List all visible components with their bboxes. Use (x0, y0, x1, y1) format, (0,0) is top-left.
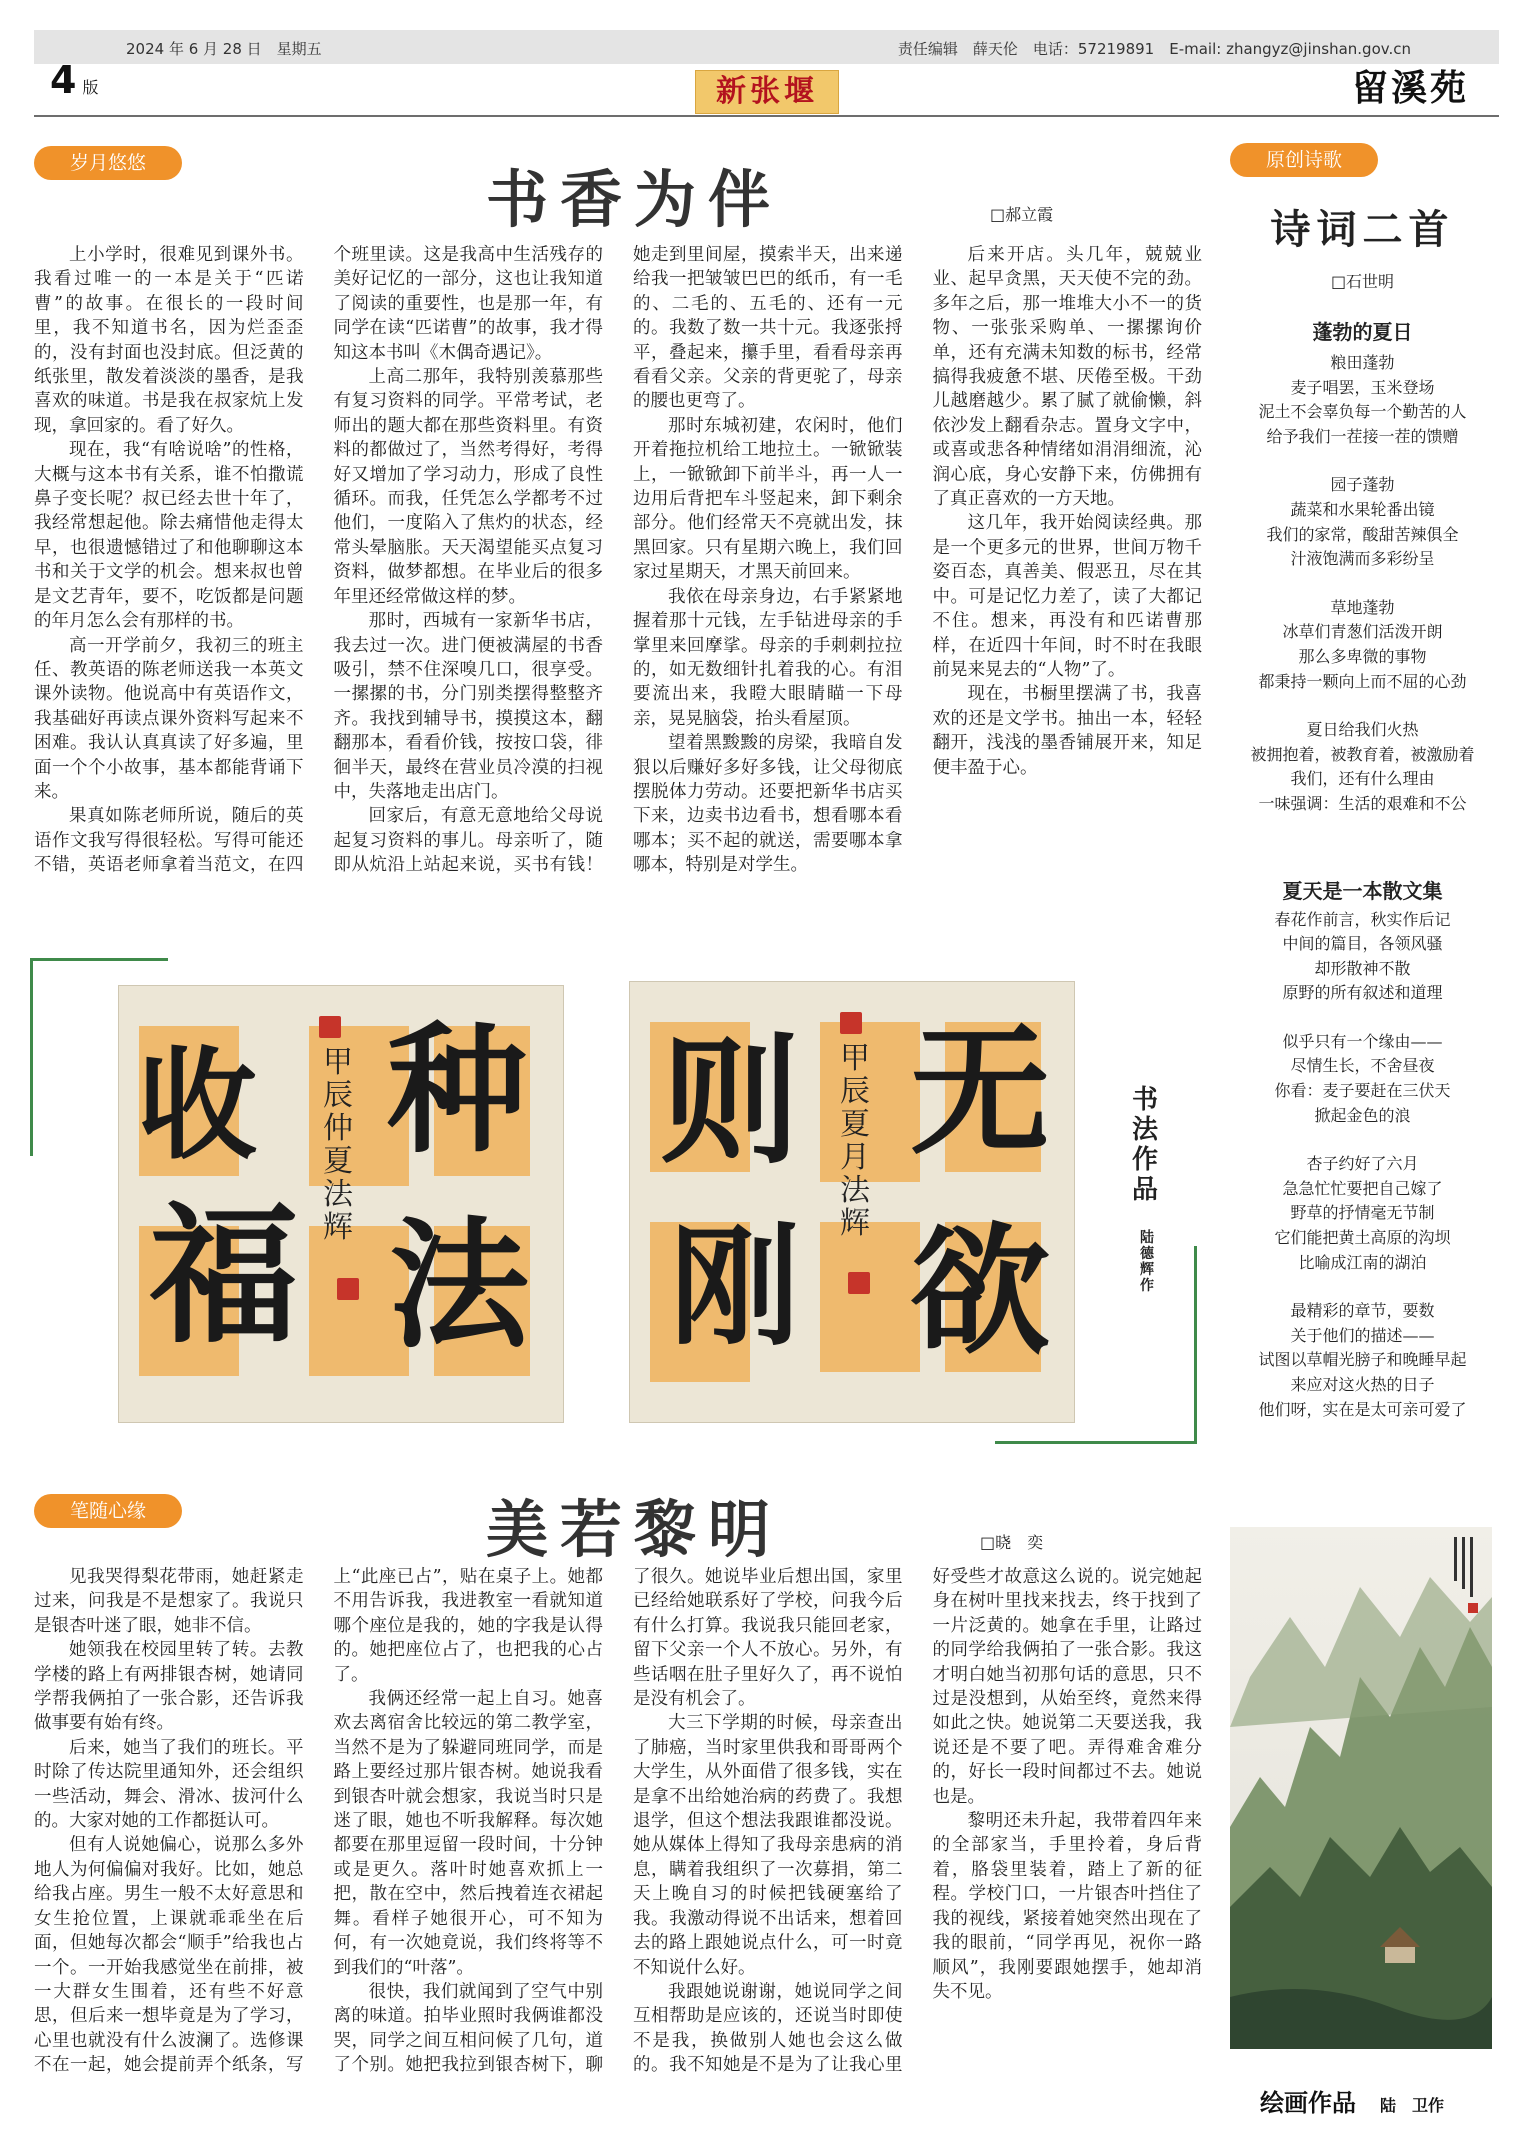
paragraph: 那时东城初建，农闲时，他们开着拖拉机给工地拉土。一锨锨装上，一锨锨卸下前半斗，再一人一边用后背把车斗竖起来，卸下剩余部分。他们经常天不亮就出发，抹黑回家。只有星期六晚上，我们回家过星期天，才黑天前回来。 (633, 415, 903, 583)
stanza: 夏日给我们火热 被拥抱着，被教育着，被激励着 我们，还有什么理由 一味强调：生活的艰难和不公 (1250, 720, 1475, 813)
poem1-body (1226, 351, 1499, 817)
calligraphy-label: 书法作品 (1131, 1085, 1158, 1205)
stanza: 春花作前言，秋实作后记 中间的篇目，各领风骚 却形散神不散 原野的所有叙述和道理 (1274, 909, 1451, 1003)
paragraph: 但有人说她偏心，说那么多外地人为何偏偏对我好。比如，她总给我占座。男生一般不太好意思和女生抢位置，上课就乖乖坐在后面，但她每次都会“顺手”给我也占一个。一开始我感觉坐在前排，被一大群女生围着，还有些不好意思，但后来一想毕竟是为了学习，心里也就没有什么波澜了。选修课不在一起，她会提前弄个纸条，写上“此座已占”，贴在桌子上。她都不用告诉我，我进教室一看就知道哪个座位是我的，她的字我是认得的。她把座位占了，也把我的心占了。 (34, 1567, 603, 2076)
paragraph: 黎明还未升起，我带着四年来的全部家当，手里拎着，身后背着，胳袋里装着，踏上了新的征程。学校门口，一片银杏叶挡住了我的视线，紧接着她突然出现在了我的眼前，“同学再见，祝你一路顺风”，我刚要跟她摆手，她却消失不见。 (932, 1811, 1202, 2002)
seal-icon (337, 1278, 359, 1300)
poem2-body (1226, 908, 1499, 1423)
poems-column (1226, 198, 1499, 1446)
section-name: 留溪苑 (1352, 68, 1470, 109)
paragraph: 现在，书橱里摆满了书，我喜欢的还是文学书。抽出一本，轻轻翻开，浅浅的墨香铺展开来，知足便丰盈于心。 (932, 684, 1202, 778)
seal-icon (319, 1016, 341, 1038)
column-label-poems: 原创诗歌 (1230, 143, 1378, 177)
paragraph: 大三下学期的时候，母亲查出了肺癌，当时家里供我和哥哥两个大学生，从外面借了很多钱，实在是拿不出给她治病的药费了。我想退学，但这个想法我跟谁都没说。她从媒体上得知了我母亲患病的消息，瞒着我组织了一次募捐，第二天上晚自习的时候把钱硬塞给了我。我激动得说不出话来，想着回去的路上跟她说点什么，可一时竟不知说什么好。 (633, 1713, 903, 1978)
article2-author: □晓 奕 (980, 1533, 1044, 1552)
paragraph: 我依在母亲身边，右手紧紧地握着那十元钱，左手钻进母亲的手掌里来回摩挲。母亲的手刺刺拉拉的，如无数细针扎着我的心。有泪要流出来，我瞪大眼睛瞄一下母亲，晃晃脑袋，抬头看屋顶。 (633, 586, 903, 729)
calligraphy-char: 福 (149, 1188, 300, 1364)
paragraph: 后来，她当了我们的班长。平时除了传达院里通知外，还会组织一些活动，舞会、滑冰、拔河什么的。大家对她的工作都挺认可。 (34, 1737, 304, 1832)
article1-title: 书香为伴 (486, 163, 783, 236)
masthead-rule (34, 115, 1499, 117)
page-number: 4 版 (50, 58, 99, 102)
seal-icon (840, 1012, 862, 1034)
paragraph: 现在，我“有啥说啥”的性格，大概与这本书有关系，谁不怕撒谎鼻子变长呢？叔已经去世十年了，我经常想起他。除去痛惜他走得太早，也很遗憾错过了和他聊聊这本书和关于文学的机会。想来叔也曾是文艺青年，要不，吃饭都是问题的年月怎么会有那样的书。 (34, 440, 304, 632)
paragraph: 我跟她说谢谢，她说同学之间互相帮助是应该的，还说当时即使不是我，换做别人她也会这么做的。我不知她是不是为了让我心里好受些才故意这么说的。说完她起身在树叶里找来找去，终于找到了一片泛黄的。她拿在手里，让路过的同学给我俩拍了一张合影。我这才明白她当初那句话的意思，只不过是没想到，从始至终，竟然来得如此之快。她说第二天要送我，我说还是不要了吧。弄得难舍难分的，好长一段时间都过不去。她说也是。 (633, 1567, 1202, 2076)
calligraphy-char: 则 (660, 1020, 801, 1184)
article2-body (34, 1565, 1202, 2131)
poem1-title: 蓬勃的夏日 (1312, 320, 1413, 344)
article1-body (34, 243, 1202, 943)
paragraph: 很快，我们就闻到了空气中别离的味道。拍毕业照时我俩谁都没哭，同学之间互相问候了几句，道了个别。她把我拉到银杏树下，聊了很久。她说毕业后想出国，家里已经给她联系好了学校，问我今后有什么打算。我说我只能回老家，留下父亲一个人不放心。另外，有些话咽在肚子里好久了，再不说怕是没有机会了。 (333, 1567, 903, 2076)
calligraphy-char: 收 (137, 1035, 257, 1176)
column-label-2: 笔随心缘 (34, 1494, 182, 1528)
paragraph: 高一开学前夕，我初三的班主任、教英语的陈老师送我一本英文课外读物。他说高中有英语作文，我基础好再读点课外资料写起来不困难。我认认真真读了好多遍，里面一个个小故事，基本都能背诵下来。 (34, 635, 304, 802)
calligraphy-char: 法 (389, 1204, 530, 1368)
stanza: 草地蓬勃 冰草们青葱们活泼开朗 那么多卑微的事物 都秉持一颗向上而不屈的心劲 (1258, 597, 1467, 691)
paragraph: 这几年，我开始阅读经典。那是一个更多元的世界，世间万物千姿百态，真善美、假恶丑，尽在其中。可是记忆力差了，读了大都记不住。想来，再没有和匹诺曹那样，在近四十年间，时不时在我眼前晃来晃去的“人物”了。 (932, 513, 1202, 680)
calligraphy-signature: 甲辰仲夏法辉 (323, 1045, 353, 1245)
frame-line (995, 1441, 1197, 1444)
paragraph: 上高二那年，我特别羡慕那些有复习资料的同学。平常考试，老师出的题大都在那些资料里。有资料的都做过了，当然考得好，考得好又增加了学习动力，形成了良性循环。而我，任凭怎么学都考不过他们，一度陷入了焦灼的状态，经常头晕脑胀。天天渴望能买点复习资料，做梦都想。在毕业后的很多年里还经常做这样的梦。 (333, 367, 603, 607)
stanza: 园子蓬勃 蔬菜和水果轮番出镜 我们的家常，酸甜苦辣俱全 汁液饱满而多彩纷呈 (1266, 475, 1459, 569)
paragraph: 回家后，有意无意地给父母说起复习资料的事儿。母亲听了，随即从炕沿上站起来说，买书有钱！她走到里间屋，摸索半天，出来递给我一把皱皱巴巴的纸币，有一毛的、二毛的、五毛的、还有一元的。我数了数一共十元。我逐张捋平，叠起来，攥手里，看看母亲再看看父亲。父亲的背更驼了，母亲的腰也更弯了。 (333, 245, 903, 876)
calligraphy-char: 刚 (670, 1210, 801, 1363)
stanza: 最精彩的章节，要数 关于他们的描述—— 试图以草帽光膀子和晚睡早起 来应对这火热的日子 他们呀，实在是太可亲可爱了 (1258, 1301, 1467, 1419)
paragraph: 见我哭得梨花带雨，她赶紧走过来，问我是不是想家了。我说只是银杏叶迷了眼，她非不信。 (34, 1567, 304, 1636)
paragraph: 上小学时，很难见到课外书。我看过唯一的一本是关于“匹诺曹”的故事。在很长的一段时间里，我不知道书名，因为烂歪歪的，没有封面也没封底。但泛黄的纸张里，散发着淡淡的墨香，是我喜欢的味道。书是我在叔家炕上发现，拿回家的。看了好久。 (34, 245, 304, 436)
article2-title: 美若黎明 (486, 1493, 783, 1566)
frame-line (1194, 1246, 1197, 1444)
paragraph: 果真如陈老师所说，随后的英语作文我写得很轻松。写得可能还不错，英语老师拿着当范文，在四个班里读。这是我高中生活残存的美好记忆的一部分，这也让我知道了阅读的重要性，也是那一年，有同学在读“匹诺曹”的故事，我才得知这本书叫《木偶奇遇记》。 (34, 245, 603, 876)
paragraph: 她领我在校园里转了转。去教学楼的路上有两排银杏树，她请同学帮我俩拍了一张合影，还告诉我做事要有始有终。 (34, 1640, 304, 1734)
calligraphy-signature: 甲辰夏月法辉 (840, 1041, 870, 1241)
stanza: 似乎只有一个缘由—— 尽情生长，不舍昼夜 你看：麦子要赶在三伏天 掀起金色的浪 (1274, 1031, 1451, 1125)
frame-line (30, 958, 33, 1156)
calligraphy-artist: 陆德辉作 (1140, 1230, 1154, 1294)
calligraphy-char: 种 (387, 1009, 528, 1173)
poems-title: 诗词二首 (1270, 206, 1455, 253)
paragraph: 后来开店。头几年，兢兢业业、起早贪黑，天天使不完的劲。多年之后，那一堆堆大小不一的货物、一张张采购单、一摞摞询价单，还有充满未知数的标书，经常搞得我疲惫不堪、厌倦至极。干劲儿越磨越少。累了腻了就偷懒，斜依沙发上翻看杂志。置身文字中，或喜或悲各种情绪如涓涓细流，沁润心底，身心安静下来，仿佛拥有了真正喜欢的一方天地。 (932, 245, 1202, 510)
issue-date: 2024 年 6 月 28 日 星期五 (126, 40, 322, 58)
frame-line (30, 958, 168, 961)
stanza: 杏子约好了六月 急急忙忙要把自己嫁了 野草的抒情毫无节制 它们能把黄土高原的沟坝 比喻成江南的湖泊 (1274, 1154, 1451, 1272)
column-label-1: 岁月悠悠 (34, 146, 182, 180)
paragraph: 望着黑黢黢的房梁，我暗自发狠以后赚好多好多钱，让父母彻底摆脱体力劳动。还要把新华书店买下来，边卖书边看书，想看哪本看哪本；买不起的就送，需要哪本拿哪本，特别是对学生。 (633, 733, 903, 876)
calligraphy-work-1 (118, 985, 564, 1423)
calligraphy-char: 无 (910, 1010, 1051, 1174)
calligraphy-char: 欲 (910, 1210, 1051, 1374)
poem2-title: 夏天是一本散文集 (1282, 878, 1443, 903)
newspaper-logo: 新张堰 (695, 70, 839, 114)
poems-author: □石世明 (1330, 272, 1395, 291)
painting-caption: 绘画作品 陆 卫作 (1260, 2089, 1445, 2117)
article1-author: □郝立霞 (990, 205, 1054, 224)
paragraph: 那时，西城有一家新华书店，我去过一次。进门便被满屋的书香吸引，禁不住深嗅几口，很享受。一摞摞的书，分门别类摆得整整齐齐。我找到辅导书，摸摸这本，翻翻那本，看看价钱，按按口袋，徘徊半天，最终在营业员冷漠的扫视中，失落地走出店门。 (333, 611, 603, 802)
calligraphy-work-2 (629, 981, 1075, 1423)
stanza: 粮田蓬勃 麦子唱罢，玉米登场 泥土不会辜负每一个勤苦的人 给予我们一茬接一茬的馈赠 (1258, 353, 1467, 446)
paragraph: 我俩还经常一起上自习。她喜欢去离宿舍比较远的第二教学室，当然不是为了躲避同班同学，而是路上要经过那片银杏树。她说我看到银杏叶就会想家，我说当时只是迷了眼，她也不听我解释。每次她都要在那里逗留一段时间，十分钟或是更久。落叶时她喜欢抓上一把，散在空中，然后拽着连衣裙起舞。看样子她很开心，可不知为何，有一次她竟说，我们终将等不到我们的“叶落”。 (333, 1689, 603, 1978)
masthead-bar (34, 30, 1499, 64)
seal-icon (848, 1272, 870, 1294)
editor-info: 责任编辑 薛天伦 电话：57219891 E-mail: zhangyz@jinshan.gov.cn (897, 40, 1411, 58)
landscape-painting (1230, 1527, 1492, 2049)
